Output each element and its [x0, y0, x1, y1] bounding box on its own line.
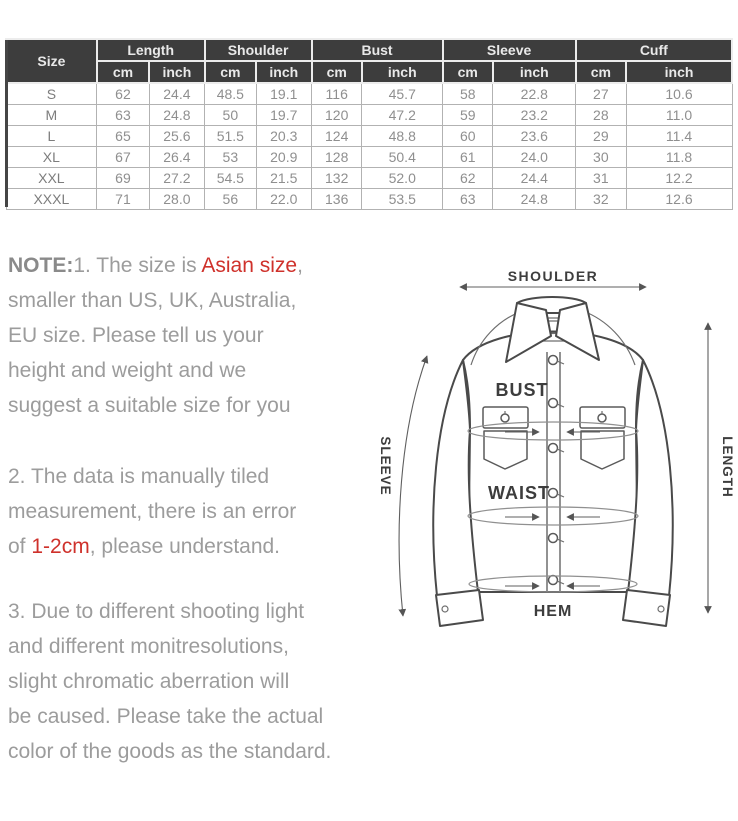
size-cell: S: [6, 83, 97, 105]
note-text: be caused. Please take the actual: [8, 705, 324, 728]
note-text: and different monitresolutions,: [8, 635, 289, 658]
value-cell: 65: [97, 126, 149, 147]
note-text: of: [8, 535, 32, 558]
value-cell: 51.5: [205, 126, 256, 147]
value-cell: 52.0: [362, 168, 443, 189]
value-cell: 62: [443, 168, 493, 189]
value-cell: 19.1: [256, 83, 311, 105]
note-text: suggest a suitable size for you: [8, 394, 291, 417]
value-cell: 62: [97, 83, 149, 105]
unit-header-cm: cm: [205, 61, 256, 83]
value-cell: 22.0: [256, 189, 311, 210]
value-cell: 23.2: [493, 105, 576, 126]
note-text: height and weight and we: [8, 359, 247, 382]
unit-header-cm: cm: [312, 61, 362, 83]
value-cell: 22.8: [493, 83, 576, 105]
note-text: 1. The size is: [73, 254, 202, 277]
value-cell: 12.2: [626, 168, 732, 189]
value-cell: 58: [443, 83, 493, 105]
value-cell: 11.4: [626, 126, 732, 147]
size-cell: XXXL: [6, 189, 97, 210]
note-label: NOTE:: [8, 254, 74, 277]
value-cell: 27.2: [149, 168, 204, 189]
size-cell: M: [6, 105, 97, 126]
value-cell: 54.5: [205, 168, 256, 189]
size-cell: XXL: [6, 168, 97, 189]
note-text: smaller than US, UK, Australia,: [8, 289, 297, 312]
value-cell: 10.6: [626, 83, 732, 105]
value-cell: 11.8: [626, 147, 732, 168]
note-text: EU size. Please tell us your: [8, 324, 264, 347]
value-cell: 29: [576, 126, 626, 147]
value-cell: 25.6: [149, 126, 204, 147]
value-cell: 71: [97, 189, 149, 210]
value-cell: 63: [97, 105, 149, 126]
value-cell: 28.0: [149, 189, 204, 210]
note-text: color of the goods as the standard.: [8, 740, 332, 763]
value-cell: 120: [312, 105, 362, 126]
group-header: Sleeve: [443, 39, 576, 61]
value-cell: 24.8: [149, 105, 204, 126]
value-cell: 132: [312, 168, 362, 189]
bust-label: BUST: [495, 380, 549, 400]
group-header: Shoulder: [205, 39, 312, 61]
highlighted-text: Asian size: [201, 254, 298, 277]
value-cell: 28: [576, 105, 626, 126]
length-label: LENGTH: [720, 436, 735, 498]
value-cell: 50: [205, 105, 256, 126]
unit-header-inch: inch: [362, 61, 443, 83]
note-text: ,: [297, 254, 303, 277]
value-cell: 53: [205, 147, 256, 168]
value-cell: 12.6: [626, 189, 732, 210]
value-cell: 32: [576, 189, 626, 210]
value-cell: 23.6: [493, 126, 576, 147]
value-cell: 48.5: [205, 83, 256, 105]
value-cell: 45.7: [362, 83, 443, 105]
highlighted-text: 1-2cm: [31, 535, 90, 558]
right-cuff: [623, 590, 670, 626]
size-cell: L: [6, 126, 97, 147]
sleeve-arrow: [399, 356, 427, 616]
value-cell: 11.0: [626, 105, 732, 126]
value-cell: 21.5: [256, 168, 311, 189]
hem-label: HEM: [533, 603, 573, 620]
value-cell: 63: [443, 189, 493, 210]
note-text: 2. The data is manually tiled: [8, 465, 270, 488]
value-cell: 30: [576, 147, 626, 168]
value-cell: 124: [312, 126, 362, 147]
value-cell: 128: [312, 147, 362, 168]
value-cell: 60: [443, 126, 493, 147]
value-cell: 67: [97, 147, 149, 168]
value-cell: 136: [312, 189, 362, 210]
unit-header-inch: inch: [149, 61, 204, 83]
group-header: Bust: [312, 39, 443, 61]
value-cell: 48.8: [362, 126, 443, 147]
value-cell: 20.9: [256, 147, 311, 168]
note-text: , please understand.: [89, 535, 281, 558]
value-cell: 116: [312, 83, 362, 105]
group-header: Cuff: [576, 39, 732, 61]
note-text: measurement, there is an error: [8, 500, 297, 523]
value-cell: 24.4: [493, 168, 576, 189]
value-cell: 69: [97, 168, 149, 189]
group-header: Length: [97, 39, 205, 61]
unit-header-inch: inch: [626, 61, 732, 83]
size-cell: XL: [6, 147, 97, 168]
value-cell: 31: [576, 168, 626, 189]
value-cell: 24.0: [493, 147, 576, 168]
shoulder-label: SHOULDER: [507, 268, 599, 284]
unit-header-cm: cm: [576, 61, 626, 83]
size-column-header: Size: [6, 39, 97, 83]
waist-label: WAIST: [488, 483, 550, 503]
value-cell: 59: [443, 105, 493, 126]
value-cell: 20.3: [256, 126, 311, 147]
value-cell: 27: [576, 83, 626, 105]
value-cell: 56: [205, 189, 256, 210]
value-cell: 53.5: [362, 189, 443, 210]
value-cell: 26.4: [149, 147, 204, 168]
value-cell: 24.8: [493, 189, 576, 210]
unit-header-cm: cm: [443, 61, 493, 83]
unit-header-inch: inch: [256, 61, 311, 83]
sleeve-label: SLEEVE: [378, 436, 393, 496]
value-cell: 61: [443, 147, 493, 168]
value-cell: 19.7: [256, 105, 311, 126]
left-cuff: [436, 590, 483, 626]
note-text: 3. Due to different shooting light: [8, 600, 305, 623]
unit-header-cm: cm: [97, 61, 149, 83]
value-cell: 24.4: [149, 83, 204, 105]
unit-header-inch: inch: [493, 61, 576, 83]
value-cell: 50.4: [362, 147, 443, 168]
note-text: slight chromatic aberration will: [8, 670, 290, 693]
value-cell: 47.2: [362, 105, 443, 126]
